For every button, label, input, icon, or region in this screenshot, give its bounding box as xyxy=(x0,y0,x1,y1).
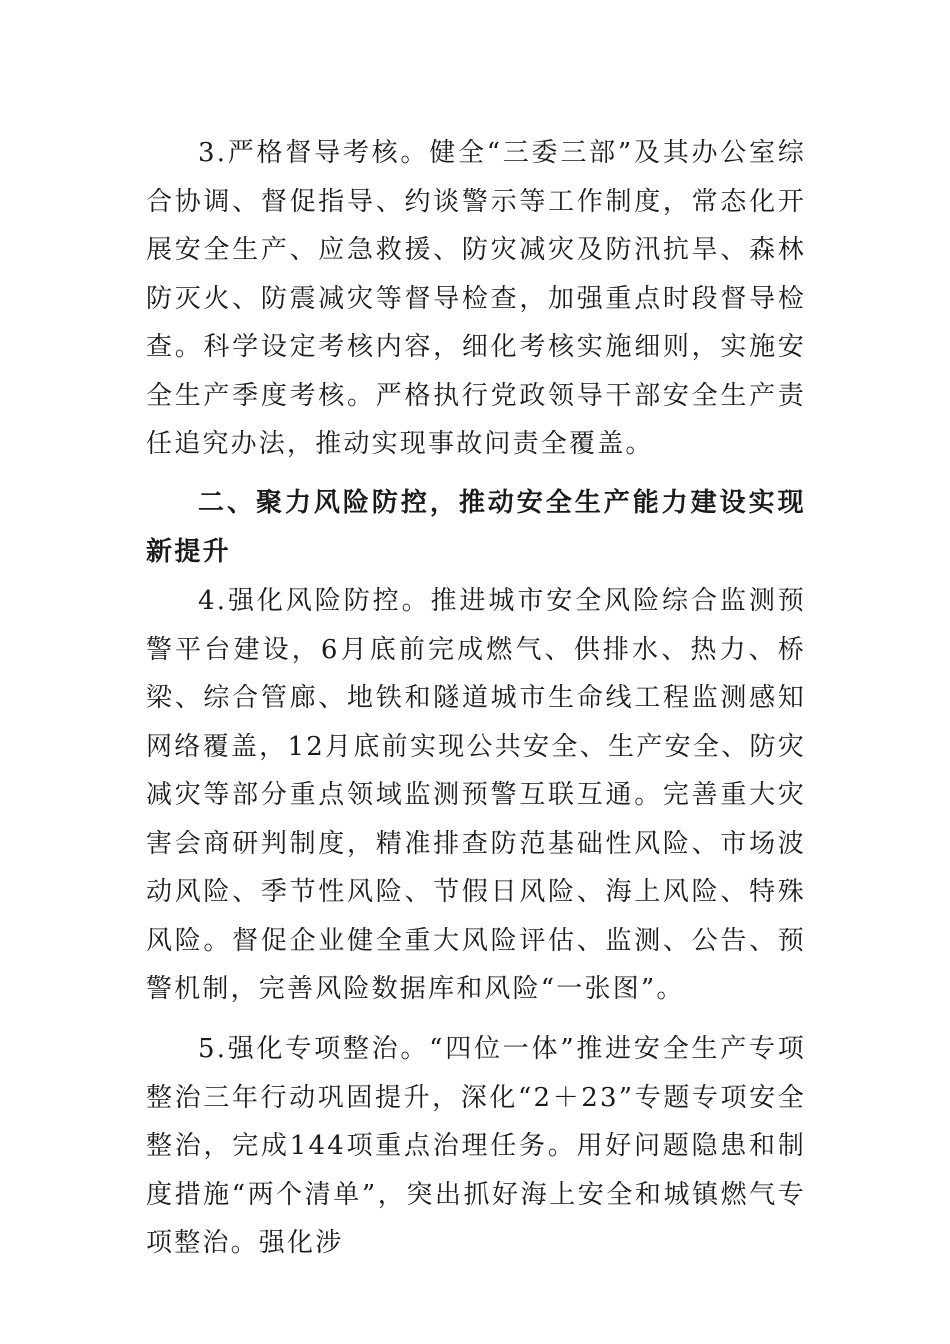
paragraph-special-rectification: 5.强化专项整治。“四位一体”推进安全生产专项整治三年行动巩固提升，深化“2＋23”专题专项安全整治，完成144项重点治理任务。用好问题隐患和制度措施“两个清单”，突出抓好海上安全和城镇燃气专项整治。强化涉 xyxy=(146,1034,806,1258)
paragraph-strict-supervision: 3.严格督导考核。健全“三委三部”及其办公室综合协调、督促指导、约谈警示等工作制度，常态化开展安全生产、应急救援、防灾减灾及防汛抗旱、森林防灭火、防震减灾等督导检查，加强重点时段督导检查。科学设定考核内容，细化考核实施细则，实施安全生产季度考核。严格执行党政领导干部安全生产责任追究办法，推动实现事故问责全覆盖。 xyxy=(146,138,806,459)
paragraph-risk-control: 4.强化风险防控。推进城市安全风险综合监测预警平台建设，6月底前完成燃气、供排水、热力、桥梁、综合管廊、地铁和隧道城市生命线工程监测感知网络覆盖，12月底前实现公共安全、生产安全、防灾减灾等部分重点领域监测预警互联互通。完善重大灾害会商研判制度，精准排查防范基础性风险、市场波动风险、季节性风险、节假日风险、海上风险、特殊风险。督促企业健全重大风险评估、监测、公告、预警机制，完善风险数据库和风险“一张图”。 xyxy=(146,586,806,1004)
section-heading-risk-prevention: 二、聚力风险防控，推动安全生产能力建设实现新提升 xyxy=(146,488,806,567)
